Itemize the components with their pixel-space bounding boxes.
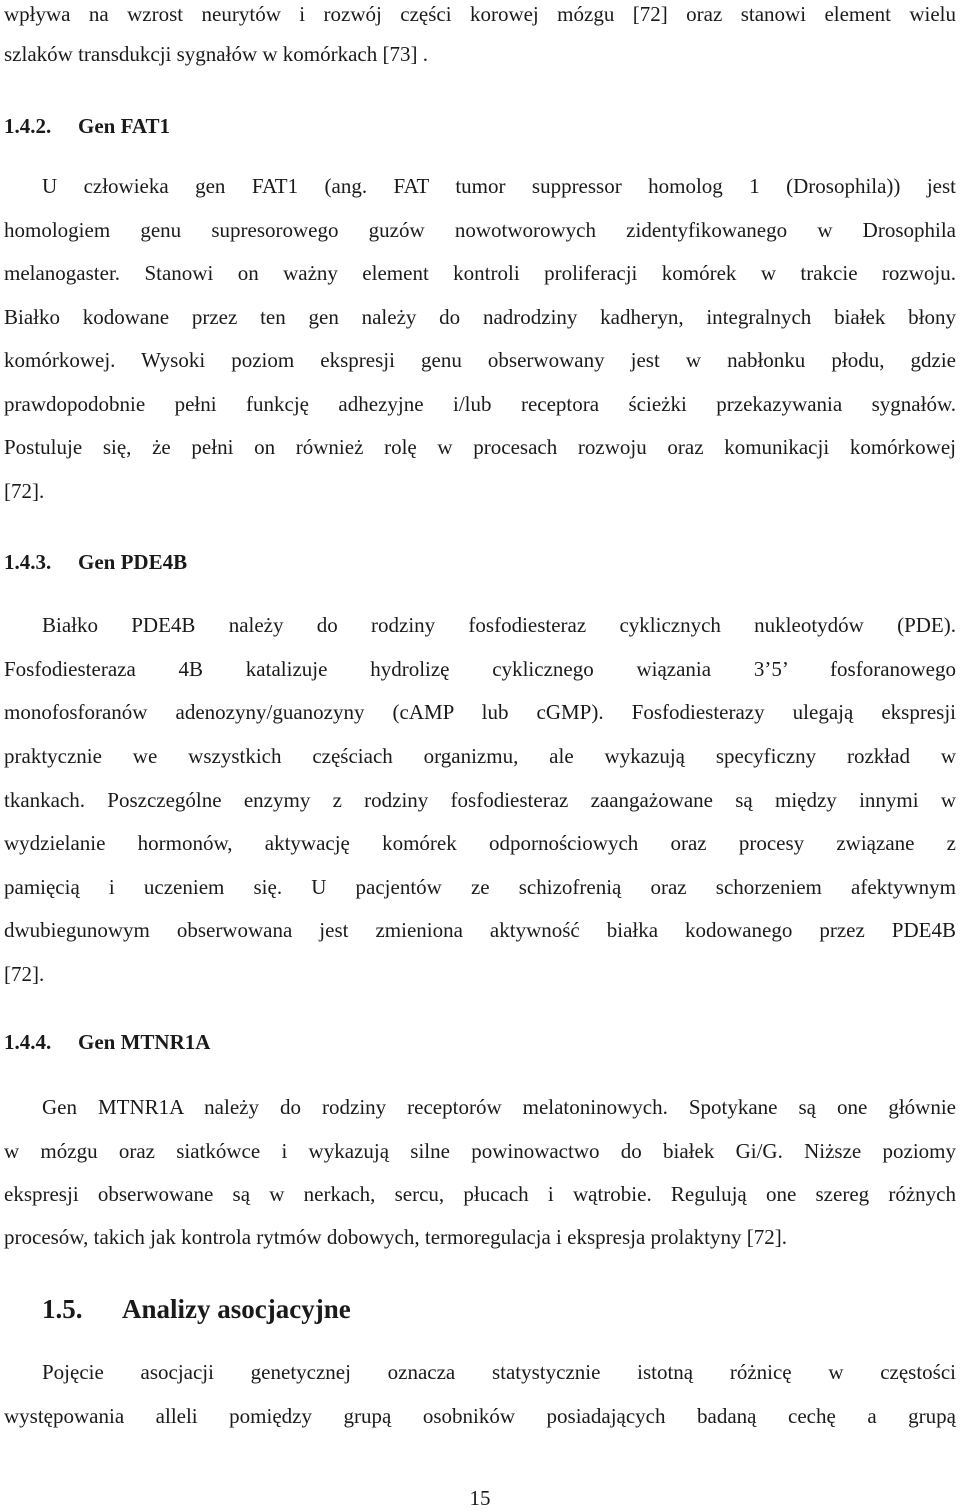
section-title: Gen PDE4B bbox=[78, 550, 188, 574]
section-title: Gen FAT1 bbox=[78, 114, 170, 138]
paragraph-line: ekspresji obserwowane są w nerkach, sercu, płucach i wątrobie. Regulują one szereg różnych bbox=[4, 1182, 956, 1206]
paragraph-line: komórkowej. Wysoki poziom ekspresji genu obserwowany jest w nabłonku płodu, gdzie bbox=[4, 348, 956, 372]
paragraph-line: procesów, takich jak kontrola rytmów dobowych, termoregulacja i ekspresja prolaktyny [72]. bbox=[4, 1225, 787, 1249]
paragraph-line: prawdopodobnie pełni funkcję adhezyjne i/lub receptora ścieżki przekazywania sygnałów. bbox=[4, 392, 956, 416]
section-title: Analizy asocjacyjne bbox=[122, 1294, 351, 1324]
section-title: Gen MTNR1A bbox=[78, 1030, 211, 1054]
paragraph-line: tkankach. Poszczególne enzymy z rodziny fosfodiesteraz zaangażowane są między innymi w bbox=[4, 788, 956, 812]
paragraph-line: w mózgu oraz siatkówce i wykazują silne powinowactwo do białek Gi/G. Niższe poziomy bbox=[4, 1139, 956, 1163]
paragraph-line: [72]. bbox=[4, 479, 45, 503]
paragraph-line: Postuluje się, że pełni on również rolę w procesach rozwoju oraz komunikacji komórkowej bbox=[4, 435, 956, 459]
section-heading-analizy bbox=[42, 1292, 351, 1326]
section-heading-fat1 bbox=[4, 112, 170, 140]
paragraph-line: występowania alleli pomiędzy grupą osobników posiadających badaną cechę a grupą bbox=[4, 1404, 956, 1428]
section-heading-mtnr1a bbox=[4, 1028, 210, 1056]
paragraph-line: [72]. bbox=[4, 962, 45, 986]
paragraph-line: monofosforanów adenozyny/guanozyny (cAMP lub cGMP). Fosfodiesterazy ulegają ekspresji bbox=[4, 700, 956, 724]
paragraph-line: homologiem genu supresorowego guzów nowotworowych zidentyfikowanego w Drosophila bbox=[4, 218, 956, 242]
paragraph-line: pamięcią i uczeniem się. U pacjentów ze schizofrenią oraz schorzeniem afektywnym bbox=[4, 875, 956, 899]
paragraph-line: Pojęcie asocjacji genetycznej oznacza statystycznie istotną różnicę w częstości bbox=[42, 1360, 956, 1384]
paragraph-line: praktycznie we wszystkich częściach organizmu, ale wykazują specyficzny rozkład w bbox=[4, 744, 956, 768]
paragraph-line: Białko kodowane przez ten gen należy do nadrodziny kadheryn, integralnych białek błony bbox=[4, 305, 956, 329]
section-heading-pde4b bbox=[4, 548, 187, 576]
paragraph-line: melanogaster. Stanowi on ważny element kontroli proliferacji komórek w trakcie rozwoju. bbox=[4, 261, 956, 285]
paragraph-line: dwubiegunowym obserwowana jest zmieniona aktywność białka kodowanego przez PDE4B bbox=[4, 918, 956, 942]
section-number: 1.4.2. bbox=[4, 114, 52, 138]
paragraph-line: Fosfodiesteraza 4B katalizuje hydrolizę cyklicznego wiązania 3’5’ fosforanowego bbox=[4, 657, 956, 681]
paragraph-line: Gen MTNR1A należy do rodziny receptorów melatoninowych. Spotykane są one głównie bbox=[42, 1095, 956, 1119]
section-number: 1.4.3. bbox=[4, 550, 52, 574]
page-number: 15 bbox=[469, 1486, 491, 1510]
paragraph-line: Białko PDE4B należy do rodziny fosfodiesteraz cyklicznych nukleotydów (PDE). bbox=[42, 613, 956, 637]
section-number: 1.5. bbox=[42, 1294, 83, 1324]
section-number: 1.4.4. bbox=[4, 1030, 52, 1054]
paragraph-line: szlaków transdukcji sygnałów w komórkach [73] . bbox=[4, 42, 428, 66]
paragraph-line: wydzielanie hormonów, aktywację komórek odpornościowych oraz procesy związane z bbox=[4, 831, 956, 855]
paragraph-line: U człowieka gen FAT1 (ang. FAT tumor suppressor homolog 1 (Drosophila)) jest bbox=[42, 174, 956, 198]
paragraph-line: wpływa na wzrost neurytów i rozwój części korowej mózgu [72] oraz stanowi element wielu bbox=[4, 2, 956, 26]
